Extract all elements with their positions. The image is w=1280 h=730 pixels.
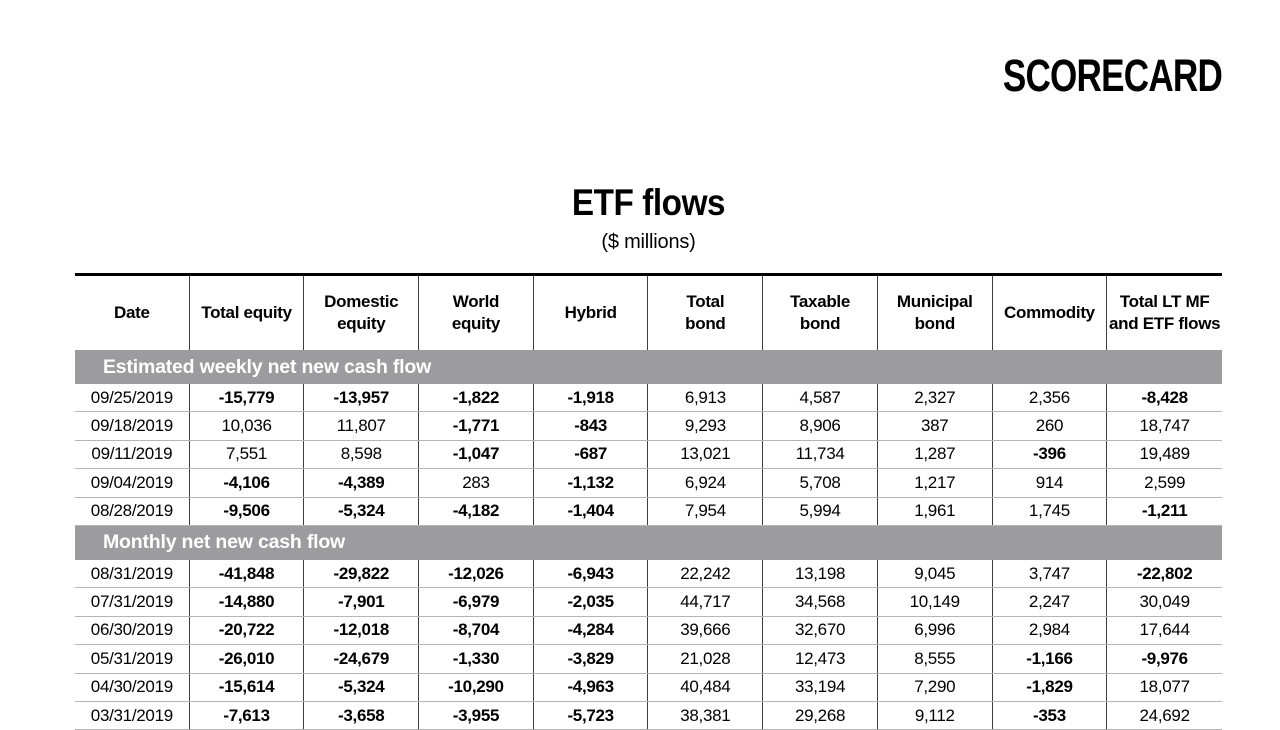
- value-cell: 33,194: [763, 674, 878, 701]
- table-row: [75, 617, 1222, 645]
- value-cell: -9,976: [1141, 648, 1188, 668]
- value-cell: -1,404: [534, 498, 649, 525]
- section-band-label: Estimated weekly net new cash flow: [103, 355, 432, 378]
- column-header-hybrid: [534, 276, 649, 350]
- table-row: [75, 645, 1222, 673]
- value-cell: -3,955: [419, 702, 534, 729]
- value-cell: 1,217: [878, 469, 993, 496]
- value-cell: -4,106: [190, 469, 305, 496]
- section-band-label: Monthly net new cash flow: [103, 531, 346, 554]
- value-cell: -396: [993, 441, 1108, 468]
- value-cell: 8,906: [763, 412, 878, 439]
- column-header-label: World: [452, 291, 500, 311]
- value-cell: -1,132: [534, 469, 649, 496]
- value-cell: -20,722: [190, 617, 305, 644]
- value-cell: -843: [534, 412, 649, 439]
- table-row: [75, 469, 1222, 497]
- value-cell: 44,717: [648, 588, 763, 615]
- value-cell: 7,954: [648, 498, 763, 525]
- section-band: [75, 350, 1222, 384]
- table-row: [75, 498, 1222, 526]
- value-cell: -7,613: [190, 702, 305, 729]
- value-cell: 6,924: [648, 469, 763, 496]
- value-cell: 19,489: [1139, 444, 1190, 464]
- value-cell: 10,036: [190, 412, 305, 439]
- value-cell: 11,807: [304, 412, 419, 439]
- value-cell: -5,723: [534, 702, 649, 729]
- value-cell: -1,211: [1141, 501, 1188, 521]
- value-cell: -5,324: [304, 498, 419, 525]
- column-header-world-equity: [419, 276, 534, 350]
- value-cell: -12,026: [419, 560, 534, 587]
- value-cell: -22,802: [1136, 563, 1193, 583]
- value-cell: -687: [534, 441, 649, 468]
- value-cell: 6,996: [878, 617, 993, 644]
- value-cell: -10,290: [419, 674, 534, 701]
- column-header-label: Total: [686, 291, 725, 311]
- value-cell: -6,943: [534, 560, 649, 587]
- value-cell: -1,330: [419, 645, 534, 672]
- value-cell: -4,963: [534, 674, 649, 701]
- value-cell: 18,747: [1139, 416, 1190, 436]
- value-cell: 38,381: [648, 702, 763, 729]
- table-row: [75, 441, 1222, 469]
- value-cell: 914: [993, 469, 1108, 496]
- date-cell: 08/31/2019: [75, 560, 190, 587]
- column-header-total-lt-mf-and-etf-flows: [1107, 276, 1222, 350]
- column-header-label: Total LT MF: [1119, 291, 1210, 311]
- value-cell: -6,979: [419, 588, 534, 615]
- value-cell: 10,149: [878, 588, 993, 615]
- date-cell: 09/18/2019: [75, 412, 190, 439]
- column-header-label: Domestic: [324, 291, 399, 311]
- value-cell: 21,028: [648, 645, 763, 672]
- value-cell: -1,771: [419, 412, 534, 439]
- value-cell: 2,247: [993, 588, 1108, 615]
- value-cell: 9,112: [878, 702, 993, 729]
- section-band: [75, 526, 1222, 560]
- value-cell: 9,293: [648, 412, 763, 439]
- value-cell: -13,957: [304, 384, 419, 411]
- value-cell: -5,324: [304, 674, 419, 701]
- value-cell: 7,551: [190, 441, 305, 468]
- table-header-row: [75, 276, 1222, 350]
- value-cell: -4,284: [534, 617, 649, 644]
- value-cell: 2,356: [993, 384, 1108, 411]
- column-header-label: and ETF flows: [1108, 314, 1221, 333]
- value-cell: 1,961: [878, 498, 993, 525]
- value-cell: 3,747: [993, 560, 1108, 587]
- column-header-label: Municipal: [896, 291, 973, 311]
- value-cell: -24,679: [304, 645, 419, 672]
- column-header-municipal-bond: [878, 276, 993, 350]
- table-row: [75, 412, 1222, 440]
- value-cell: -8,428: [1141, 387, 1188, 407]
- value-cell: 11,734: [763, 441, 878, 468]
- value-cell: -1,918: [534, 384, 649, 411]
- value-cell: -3,658: [304, 702, 419, 729]
- value-cell: 17,644: [1139, 620, 1190, 640]
- table-row: [75, 588, 1222, 616]
- value-cell: 29,268: [763, 702, 878, 729]
- value-cell: 5,708: [763, 469, 878, 496]
- value-cell: 4,587: [763, 384, 878, 411]
- value-cell: 39,666: [648, 617, 763, 644]
- column-header-label: Hybrid: [564, 302, 617, 322]
- date-cell: 09/25/2019: [75, 384, 190, 411]
- value-cell: 2,984: [993, 617, 1108, 644]
- value-cell: -26,010: [190, 645, 305, 672]
- table-row: [75, 560, 1222, 588]
- value-cell: -1,166: [993, 645, 1108, 672]
- value-cell: 1,287: [878, 441, 993, 468]
- value-cell: 5,994: [763, 498, 878, 525]
- page-subtitle: ($ millions): [601, 231, 696, 253]
- value-cell: 283: [419, 469, 534, 496]
- value-cell: 12,473: [763, 645, 878, 672]
- value-cell: -41,848: [190, 560, 305, 587]
- column-header-label: equity: [451, 314, 501, 333]
- value-cell: 13,021: [648, 441, 763, 468]
- column-header-label: bond: [799, 314, 841, 333]
- page-title: ETF flows: [571, 182, 726, 223]
- value-cell: -29,822: [304, 560, 419, 587]
- column-header-label: equity: [337, 314, 386, 333]
- table-row: [75, 702, 1222, 730]
- date-cell: 09/11/2019: [75, 441, 190, 468]
- value-cell: 30,049: [1139, 592, 1190, 612]
- value-cell: 9,045: [878, 560, 993, 587]
- value-cell: 22,242: [648, 560, 763, 587]
- value-cell: -1,047: [419, 441, 534, 468]
- column-header-date: [75, 276, 190, 350]
- value-cell: 6,913: [648, 384, 763, 411]
- value-cell: 1,745: [993, 498, 1108, 525]
- value-cell: -1,822: [419, 384, 534, 411]
- value-cell: -4,389: [304, 469, 419, 496]
- date-cell: 06/30/2019: [75, 617, 190, 644]
- column-header-label: Date: [114, 302, 150, 322]
- value-cell: 13,198: [763, 560, 878, 587]
- value-cell: -15,614: [190, 674, 305, 701]
- value-cell: 7,290: [878, 674, 993, 701]
- value-cell: -12,018: [304, 617, 419, 644]
- value-cell: -9,506: [190, 498, 305, 525]
- value-cell: 8,555: [878, 645, 993, 672]
- column-header-domestic-equity: [304, 276, 419, 350]
- column-header-label: bond: [685, 314, 726, 333]
- value-cell: 24,692: [1139, 705, 1190, 725]
- etf-flows-table: [75, 273, 1222, 730]
- value-cell: 260: [993, 412, 1108, 439]
- value-cell: 2,599: [1144, 472, 1186, 492]
- value-cell: -15,779: [190, 384, 305, 411]
- value-cell: -2,035: [534, 588, 649, 615]
- table-row: [75, 674, 1222, 702]
- date-cell: 03/31/2019: [75, 702, 190, 729]
- date-cell: 08/28/2019: [75, 498, 190, 525]
- value-cell: -353: [993, 702, 1108, 729]
- column-header-label: bond: [914, 314, 955, 333]
- value-cell: 32,670: [763, 617, 878, 644]
- value-cell: -3,829: [534, 645, 649, 672]
- column-header-total-equity: [190, 276, 305, 350]
- column-header-total-bond: [648, 276, 763, 350]
- value-cell: -7,901: [304, 588, 419, 615]
- table-row: [75, 384, 1222, 412]
- value-cell: -4,182: [419, 498, 534, 525]
- date-cell: 05/31/2019: [75, 645, 190, 672]
- value-cell: -8,704: [419, 617, 534, 644]
- value-cell: -14,880: [190, 588, 305, 615]
- value-cell: 40,484: [648, 674, 763, 701]
- column-header-label: Commodity: [1004, 302, 1095, 322]
- date-cell: 09/04/2019: [75, 469, 190, 496]
- column-header-taxable-bond: [763, 276, 878, 350]
- value-cell: 2,327: [878, 384, 993, 411]
- value-cell: 34,568: [763, 588, 878, 615]
- column-header-commodity: [993, 276, 1108, 350]
- date-cell: 07/31/2019: [75, 588, 190, 615]
- value-cell: 8,598: [304, 441, 419, 468]
- column-header-label: Taxable: [790, 291, 851, 311]
- title-block: [75, 182, 1222, 254]
- value-cell: 387: [878, 412, 993, 439]
- column-header-label: Total equity: [201, 302, 292, 322]
- brand-scorecard: SCORECARD: [1002, 50, 1222, 101]
- value-cell: -1,829: [993, 674, 1108, 701]
- date-cell: 04/30/2019: [75, 674, 190, 701]
- value-cell: 18,077: [1139, 677, 1190, 697]
